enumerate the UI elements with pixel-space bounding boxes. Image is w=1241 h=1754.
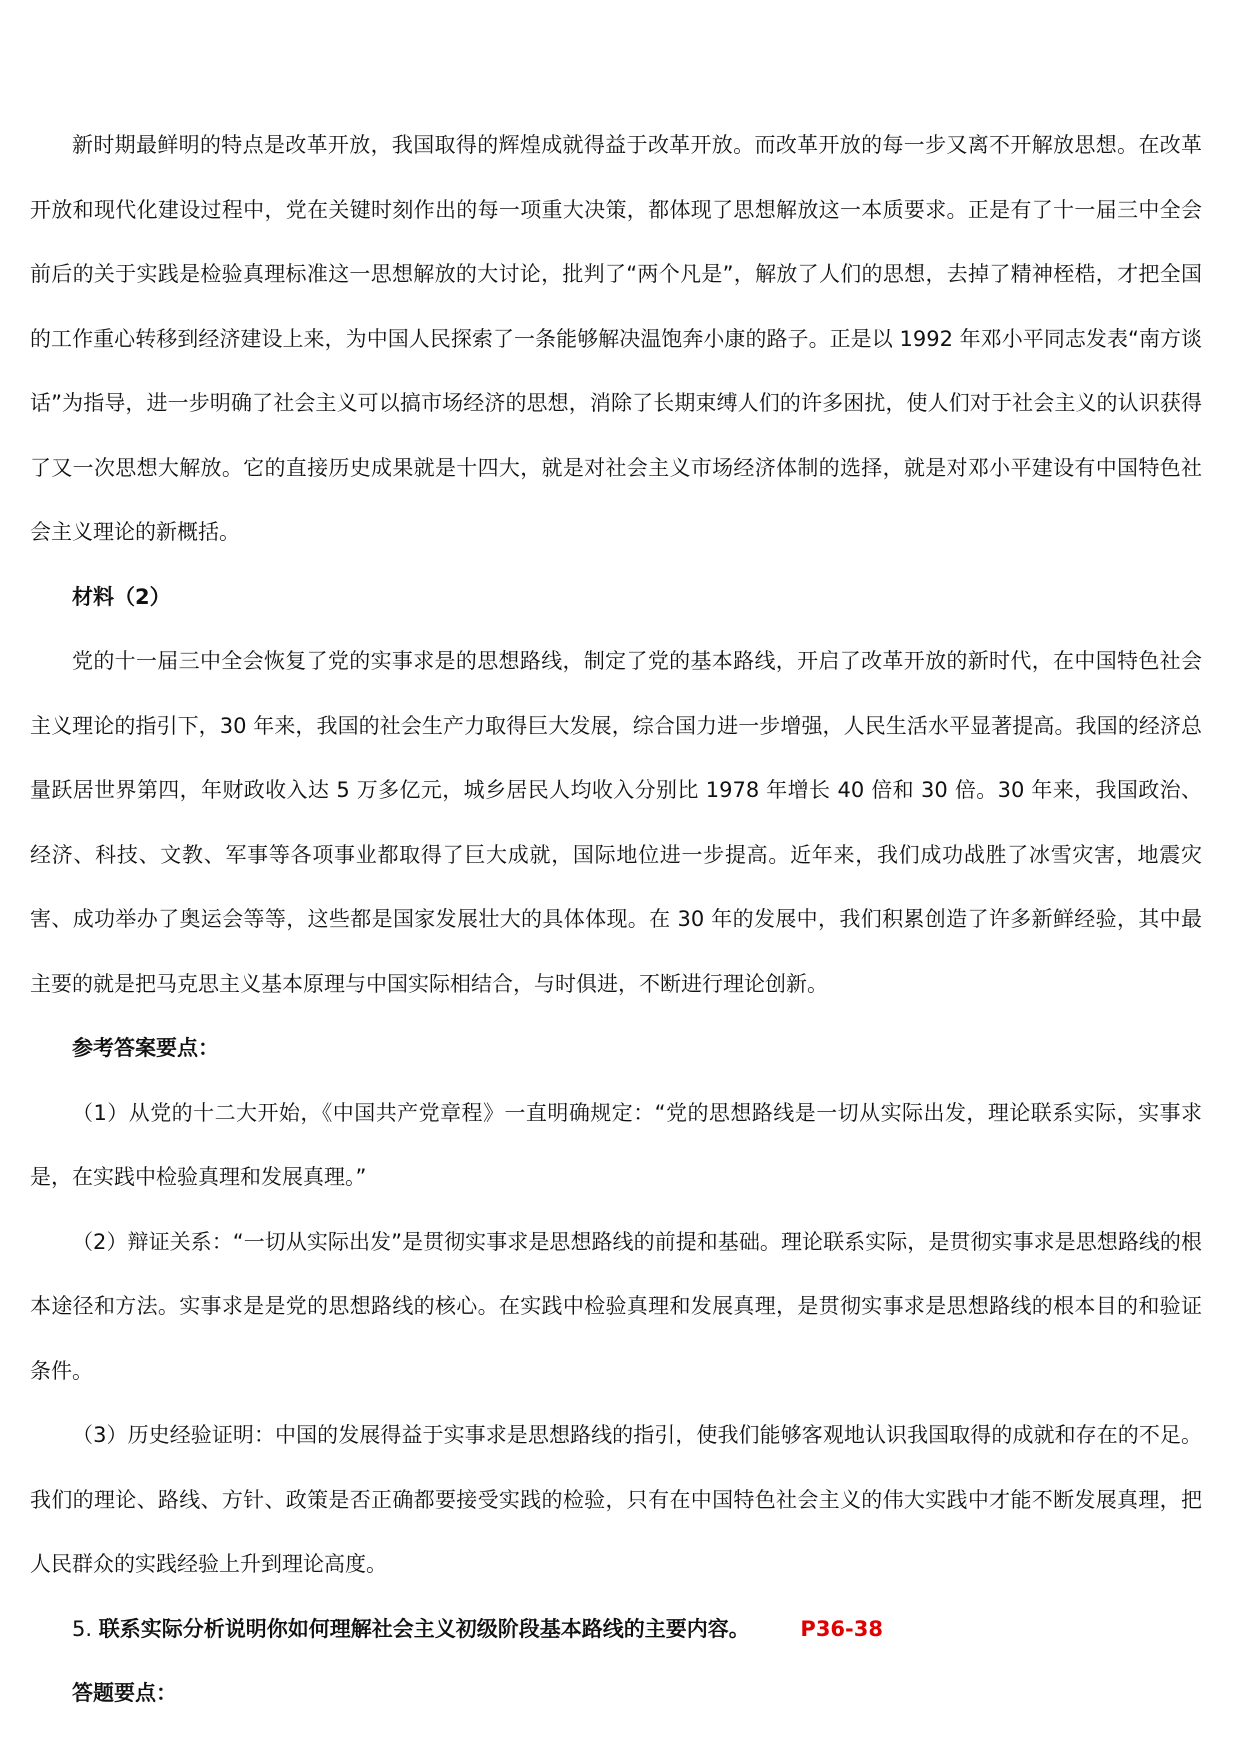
question-5	[30, 1597, 1202, 1662]
intro-paragraph: 新时期最鲜明的特点是改革开放，我国取得的辉煌成就得益于改革开放。而改革开放的每一步又离不开解放思想。在改革开放和现代化建设过程中，党在关键时刻作出的每一项重大决策，都体现了思想解放这一本质要求。正是有了十一届三中全会前后的关于实践是检验真理标准这一思想解放的大讨论，批判了“两个凡是”，解放了人们的思想，去掉了精神桎梏，才把全国的工作重心转移到经济建设上来，为中国人民探索了一条能够解决温饱奔小康的路子。正是以 1992 年邓小平同志发表“南方谈话”为指导，进一步明确了社会主义可以搞市场经济的思想，消除了长期束缚人们的许多困扰，使人们对于社会主义的认识获得了又一次思想大解放。它的直接历史成果就是十四大，就是对社会主义市场经济体制的选择，就是对邓小平建设有中国特色社会主义理论的新概括。	[30, 133, 1202, 544]
question-text: 联系实际分析说明你如何理解社会主义初级阶段基本路线的主要内容。	[98, 1616, 750, 1641]
answer-point-1: （1）从党的十二大开始，《中国共产党章程》一直明确规定：“党的思想路线是一切从实际出发，理论联系实际，实事求是，在实践中检验真理和发展真理。”	[30, 1100, 1202, 1189]
answer-heading: 参考答案要点：	[72, 1036, 219, 1060]
document-page	[30, 113, 1202, 1726]
question-number: 5.	[72, 1616, 93, 1641]
page-reference: P36-38	[800, 1616, 883, 1641]
answer-point-2: （2）辩证关系：“一切从实际出发”是贯彻实事求是思想路线的前提和基础。理论联系实际，是贯彻实事求是思想路线的根本途径和方法。实事求是是党的思想路线的核心。在实践中检验真理和发展真理，是贯彻实事求是思想路线的根本目的和验证条件。	[30, 1229, 1202, 1383]
material-2-heading: 材料（2）	[72, 584, 171, 609]
answer-point-3: （3）历史经验证明：中国的发展得益于实事求是思想路线的指引，使我们能够客观地认识我国取得的成就和存在的不足。我们的理论、路线、方针、政策是否正确都要接受实践的检验，只有在中国特色社会主义的伟大实践中才能不断发展真理，把人民群众的实践经验上升到理论高度。	[30, 1423, 1202, 1576]
key-points-heading: 答题要点：	[72, 1681, 177, 1705]
material-2-paragraph: 党的十一届三中全会恢复了党的实事求是的思想路线，制定了党的基本路线，开启了改革开放的新时代，在中国特色社会主义理论的指引下，30 年来，我国的社会生产力取得巨大发展，综合国力进一步增强，人民生活水平显著提高。我国的经济总量跃居世界第四，年财政收入达 5 万多亿元，城乡居民人均收入分别比 1978 年增长 40 倍和 30 倍。30 年来，我国政治、经济、科技、文教、军事等各项事业都取得了巨大成就，国际地位进一步提高。近年来，我们成功战胜了冰雪灾害，地震灾害、成功举办了奥运会等等，这些都是国家发展壮大的具体体现。在 30 年的发展中，我们积累创造了许多新鲜经验，其中最主要的就是把马克思主义基本原理与中国实际相结合，与时俱进，不断进行理论创新。	[30, 649, 1202, 996]
